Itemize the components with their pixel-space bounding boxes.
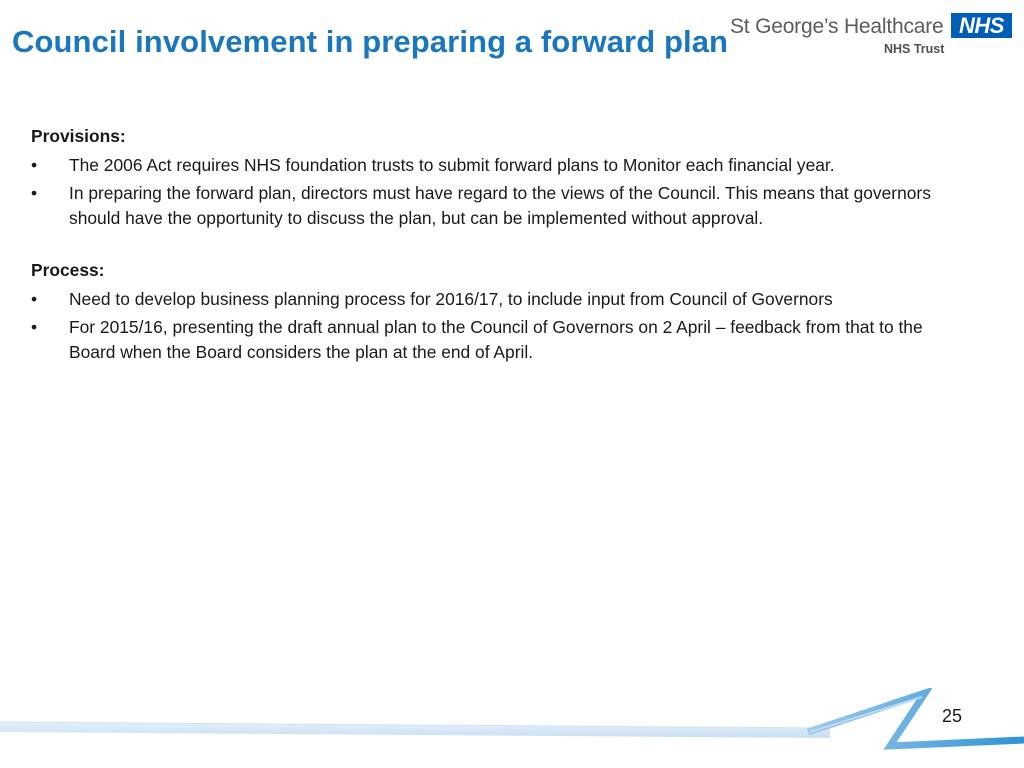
- footer-band: [0, 722, 830, 738]
- list-item: [31, 153, 931, 178]
- st-georges-logo: [730, 10, 1015, 60]
- footer-z-shape: [808, 693, 1024, 746]
- list-item: [31, 315, 931, 364]
- page-number: 25: [941, 706, 963, 726]
- list-item: [31, 287, 931, 312]
- provisions-section: [31, 124, 931, 230]
- provisions-heading: Provisions:: [31, 126, 126, 146]
- nhs-logo-badge: NHS: [951, 13, 1012, 38]
- process-heading: Process:: [31, 260, 105, 280]
- slide-body: [31, 124, 931, 392]
- list-item-text: The 2006 Act requires NHS foundation trusts to submit forward plans to Monitor each financial year.: [69, 154, 835, 175]
- decorative-footer-bar: [0, 688, 1024, 768]
- bullet-marker: •: [31, 183, 38, 203]
- bullet-marker: •: [31, 154, 38, 175]
- bullet-marker: •: [31, 288, 38, 309]
- slide-title: Council involvement in preparing a forward plan: [12, 24, 729, 59]
- list-item-text: Need to develop business planning process for 2016/17, to include input from Council of Governors: [69, 288, 833, 309]
- process-section: [31, 258, 931, 364]
- bullet-marker: •: [31, 317, 38, 337]
- list-item: [31, 181, 931, 230]
- logo-org-name: St George’s Healthcare: [730, 15, 944, 38]
- list-item-text: In preparing the forward plan, directors must have regard to the views of the Council. This means that governors should have the opportunity to discuss the plan, but can be implemented without approval.: [69, 183, 931, 228]
- list-item-text: For 2015/16, presenting the draft annual plan to the Council of Governors on 2 April – feedback from that to the Board when the Board considers the plan at the end of April.: [69, 317, 923, 362]
- logo-trust-label: NHS Trust: [884, 42, 945, 56]
